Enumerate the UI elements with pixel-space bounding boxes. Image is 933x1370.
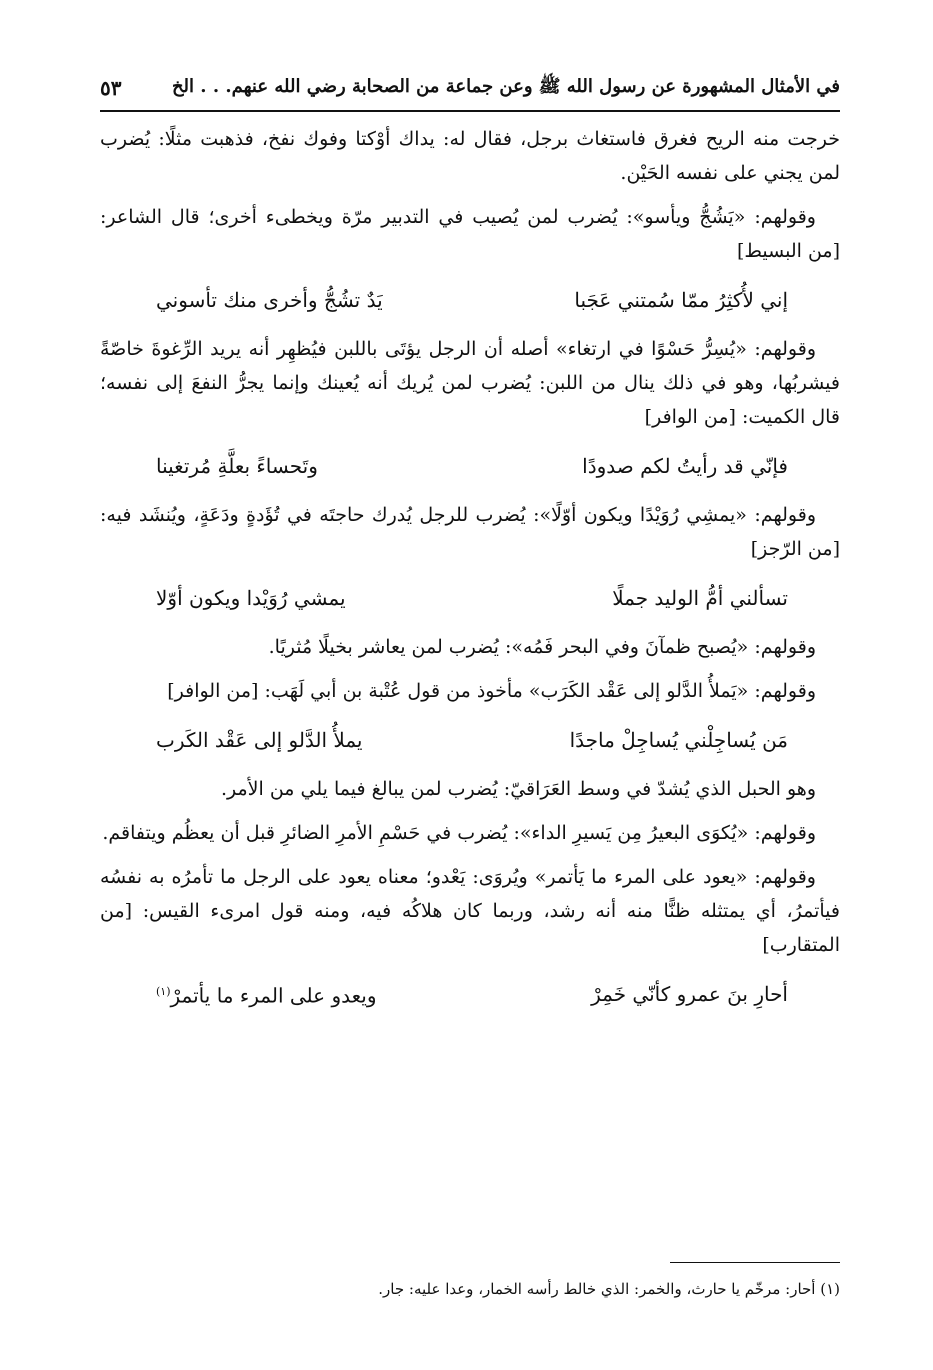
verse-line [100, 278, 840, 322]
verse-second-text: ويعدو على المرء ما يأتمرْ [170, 983, 377, 1008]
verse-second-hemistich [156, 581, 346, 615]
verse-second-text: يَدٌ تشُجُّ وأخرى منك تأسوني [156, 288, 383, 312]
paragraph: وقولهم: «يُصبح ظمآنَ وفي البحر فَمُه»: يُضرب لمن يعاشر بخيلًا مُثريًا. [268, 636, 816, 658]
paragraph: وقولهم: «يَشُجُّ ويأسو»: يُضرب لمن يُصيب في التدبير مرّة ويخطىء أخرى؛ قال الشاعر: [من البسيط] [100, 206, 840, 262]
verse-second-text: وتَحساءً بعلَّةِ مُرتغينا [156, 454, 318, 478]
paragraph: وقولهم: «يعود على المرء ما يَأتمر» ويُروَى: يَعْدو؛ معناه يعود على الرجل ما تأمرُه به نفسُه فيأتمرُ، أي يمتثله ظنًّا منه أنه رشد، وربما كان هلاكُه فيه، ومنه قول امرىء القيس: [من المتقارب] [100, 866, 840, 956]
paragraph: وقولهم: «يُسِرُّ حَسْوًا في ارتغاء» أصله أن الرجل يؤتَى باللبن فيُظهِر أنه يريد الرِّغوةَ خاصّةً فيشربُها، وهو في ذلك ينال من اللبن: يُضرب لمن يُريك أنه يُعينك وإنما يجرُّ النفعَ إلى نفسه؛ قال الكميت: [من الوافر] [100, 338, 840, 428]
verse-second-hemistich [156, 283, 383, 317]
verse-second-text: يملأُ الدَّلو إلى عَقْد الكَرب [156, 728, 363, 752]
paragraph: وقولهم: «يُكوَى البعيرُ مِن يَسيرِ الداء»: يُضرب في حَسْمِ الأمرِ الضائرِ قبل أن يعظُم ويتفاقم. [102, 822, 816, 844]
running-header [100, 70, 840, 106]
verse-first-hemistich: فإنّي قد رأيتُ لكم صدودًا [582, 454, 788, 478]
verse-first-hemistich: مَن يُساجِلْني يُساجِلْ ماجدًا [569, 728, 788, 752]
verse-line [100, 576, 840, 620]
verse-second-hemistich [156, 975, 376, 1013]
paragraph: وقولهم: «يَملأُ الدَّلو إلى عَقْد الكَرَب» مأخوذ من قول عُتْبة بن أبي لَهَب: [من الوافر] [167, 680, 816, 702]
page-number: ٥٣ [100, 76, 122, 100]
header-rule [100, 110, 840, 112]
verse-second-hemistich [156, 449, 318, 483]
verse-line [100, 444, 840, 488]
verse-first-hemistich: إني لأُكثِرُ ممّا سُمتني عَجَبا [574, 288, 788, 312]
footnote: (١) أحار: مرخّم يا حارث، والخمر: الذي خالط رأسه الخمار، وعدا عليه: جار. [378, 1280, 840, 1298]
footnote-rule [670, 1262, 840, 1263]
verse-first-hemistich: أحارِ بنَ عمرو كأنّي خَمِرْ [591, 982, 788, 1006]
footnote-marker: (١) [156, 985, 171, 999]
paragraph: خرجت منه الريح فغرق فاستغاث برجل، فقال له: يداك أوْكتا وفوك نفخ، فذهبت مثلًا: يُضرب لمن يجني على نفسه الحَيْن. [100, 128, 840, 184]
verse-second-hemistich [156, 723, 363, 757]
verse-first-hemistich: تسألني أمُّ الوليد جملًا [612, 586, 788, 610]
paragraph: وهو الحبل الذي يُشدّ في وسط العَرَاقيّ: يُضرب لمن يبالغ فيما يلي من الأمر. [220, 778, 816, 800]
verse-line [100, 972, 840, 1016]
verse-line [100, 718, 840, 762]
main-text [100, 122, 840, 1026]
header-title: في الأمثال المشهورة عن رسول الله ﷺ وعن جماعة من الصحابة رضي الله عنهم. . . الخ [171, 76, 840, 97]
verse-second-text: يمشي رُوَيْدا ويكون أوّلا [156, 586, 346, 610]
paragraph: وقولهم: «يمشِي رُوَيْدًا ويكون أوّلًا»: يُضرب للرجل يُدرك حاجتَه في تُؤَدةٍ ودَعَةٍ، ويُنشَد فيه: [من الرّجز] [100, 504, 840, 560]
